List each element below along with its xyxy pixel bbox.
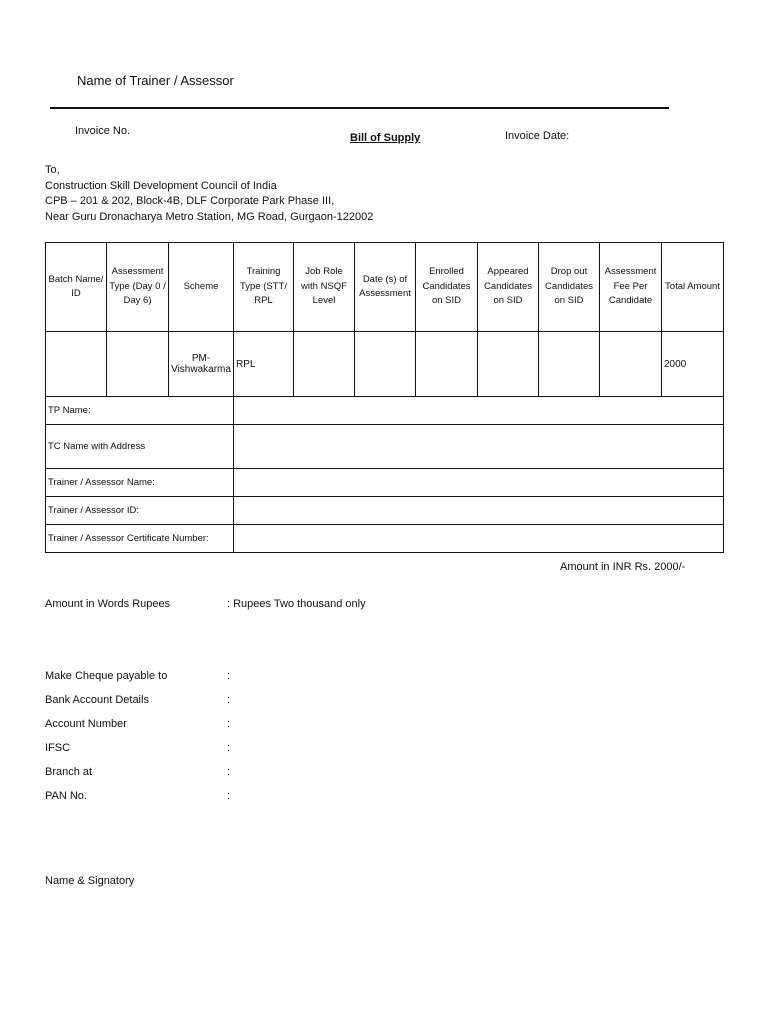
certificate-label: Trainer / Assessor Certificate Number: [46,525,234,553]
header-scheme: Scheme [169,243,234,332]
recipient-address [45,163,373,225]
table-header-row [46,243,724,332]
cell-job-role [294,332,355,397]
address-line-3: Near Guru Dronacharya Metro Station, MG Road, Gurgaon-122002 [45,210,374,223]
trainer-assessor-title: Name of Trainer / Assessor [77,73,234,88]
cell-appeared [478,332,539,397]
ifsc-label: IFSC [45,742,71,754]
trainer-name-row [46,469,724,497]
address-line-2: CPB – 201 & 202, Block-4B, DLF Corporate Park Phase III, [45,195,335,207]
header-date: Date (s) of Assessment [355,243,416,332]
tc-name-label: TC Name with Address [46,425,234,469]
cell-training-type: RPL [234,332,294,397]
trainer-name-value [234,469,724,497]
trainer-name-label: Trainer / Assessor Name: [46,469,234,497]
field-colon: : [227,790,231,802]
header-assessment-type: Assessment Type (Day 0 / Day 6) [107,243,169,332]
bill-of-supply-title: Bill of Supply [350,132,421,144]
header-batch: Batch Name/ ID [46,243,107,332]
tc-name-row [46,425,724,469]
header-dropout: Drop out Candidates on SID [539,243,600,332]
branch-label: Branch at [45,766,93,778]
assessment-table [45,242,724,553]
field-colon: : [227,718,231,730]
account-number-label: Account Number [45,718,127,730]
cheque-payable-label: Make Cheque payable to [45,670,168,682]
cell-scheme: PM-Vishwakarma [169,332,234,397]
certificate-value [234,525,724,553]
address-line-1: Construction Skill Development Council of India [45,179,277,192]
invoice-no-label: Invoice No. [75,125,131,137]
header-appeared: Appeared Candidates on SID [478,243,539,332]
cell-batch [46,332,107,397]
header-fee: Assessment Fee Per Candidate [600,243,662,332]
field-colon: : [227,670,231,682]
tp-name-label: TP Name: [46,397,234,425]
cell-assessment-type [107,332,169,397]
cell-dropout [539,332,600,397]
header-divider [50,107,669,109]
amount-in-inr: Amount in INR Rs. 2000/- [560,561,686,573]
cell-date [355,332,416,397]
bank-account-details-label: Bank Account Details [45,694,149,706]
amount-in-words-value: : Rupees Two thousand only [227,598,366,610]
table-row [46,332,724,397]
tp-name-value [234,397,724,425]
address-to: To, [45,164,60,176]
header-job-role: Job Role with NSQF Level [294,243,355,332]
tc-name-value [234,425,724,469]
field-colon: : [227,694,231,706]
pan-label: PAN No. [45,790,87,802]
signatory-label: Name & Signatory [45,875,135,887]
trainer-id-value [234,497,724,525]
amount-in-words-label: Amount in Words Rupees [45,598,171,610]
field-colon: : [227,766,231,778]
invoice-date-label: Invoice Date: [505,130,570,142]
header-total: Total Amount [662,243,724,332]
header-enrolled: Enrolled Candidates on SID [416,243,478,332]
trainer-id-label: Trainer / Assessor ID: [46,497,234,525]
cell-fee [600,332,662,397]
cell-enrolled [416,332,478,397]
header-training-type: Training Type (STT/ RPL [234,243,294,332]
trainer-id-row [46,497,724,525]
tp-name-row [46,397,724,425]
certificate-row [46,525,724,553]
field-colon: : [227,742,231,754]
cell-total: 2000 [662,332,724,397]
